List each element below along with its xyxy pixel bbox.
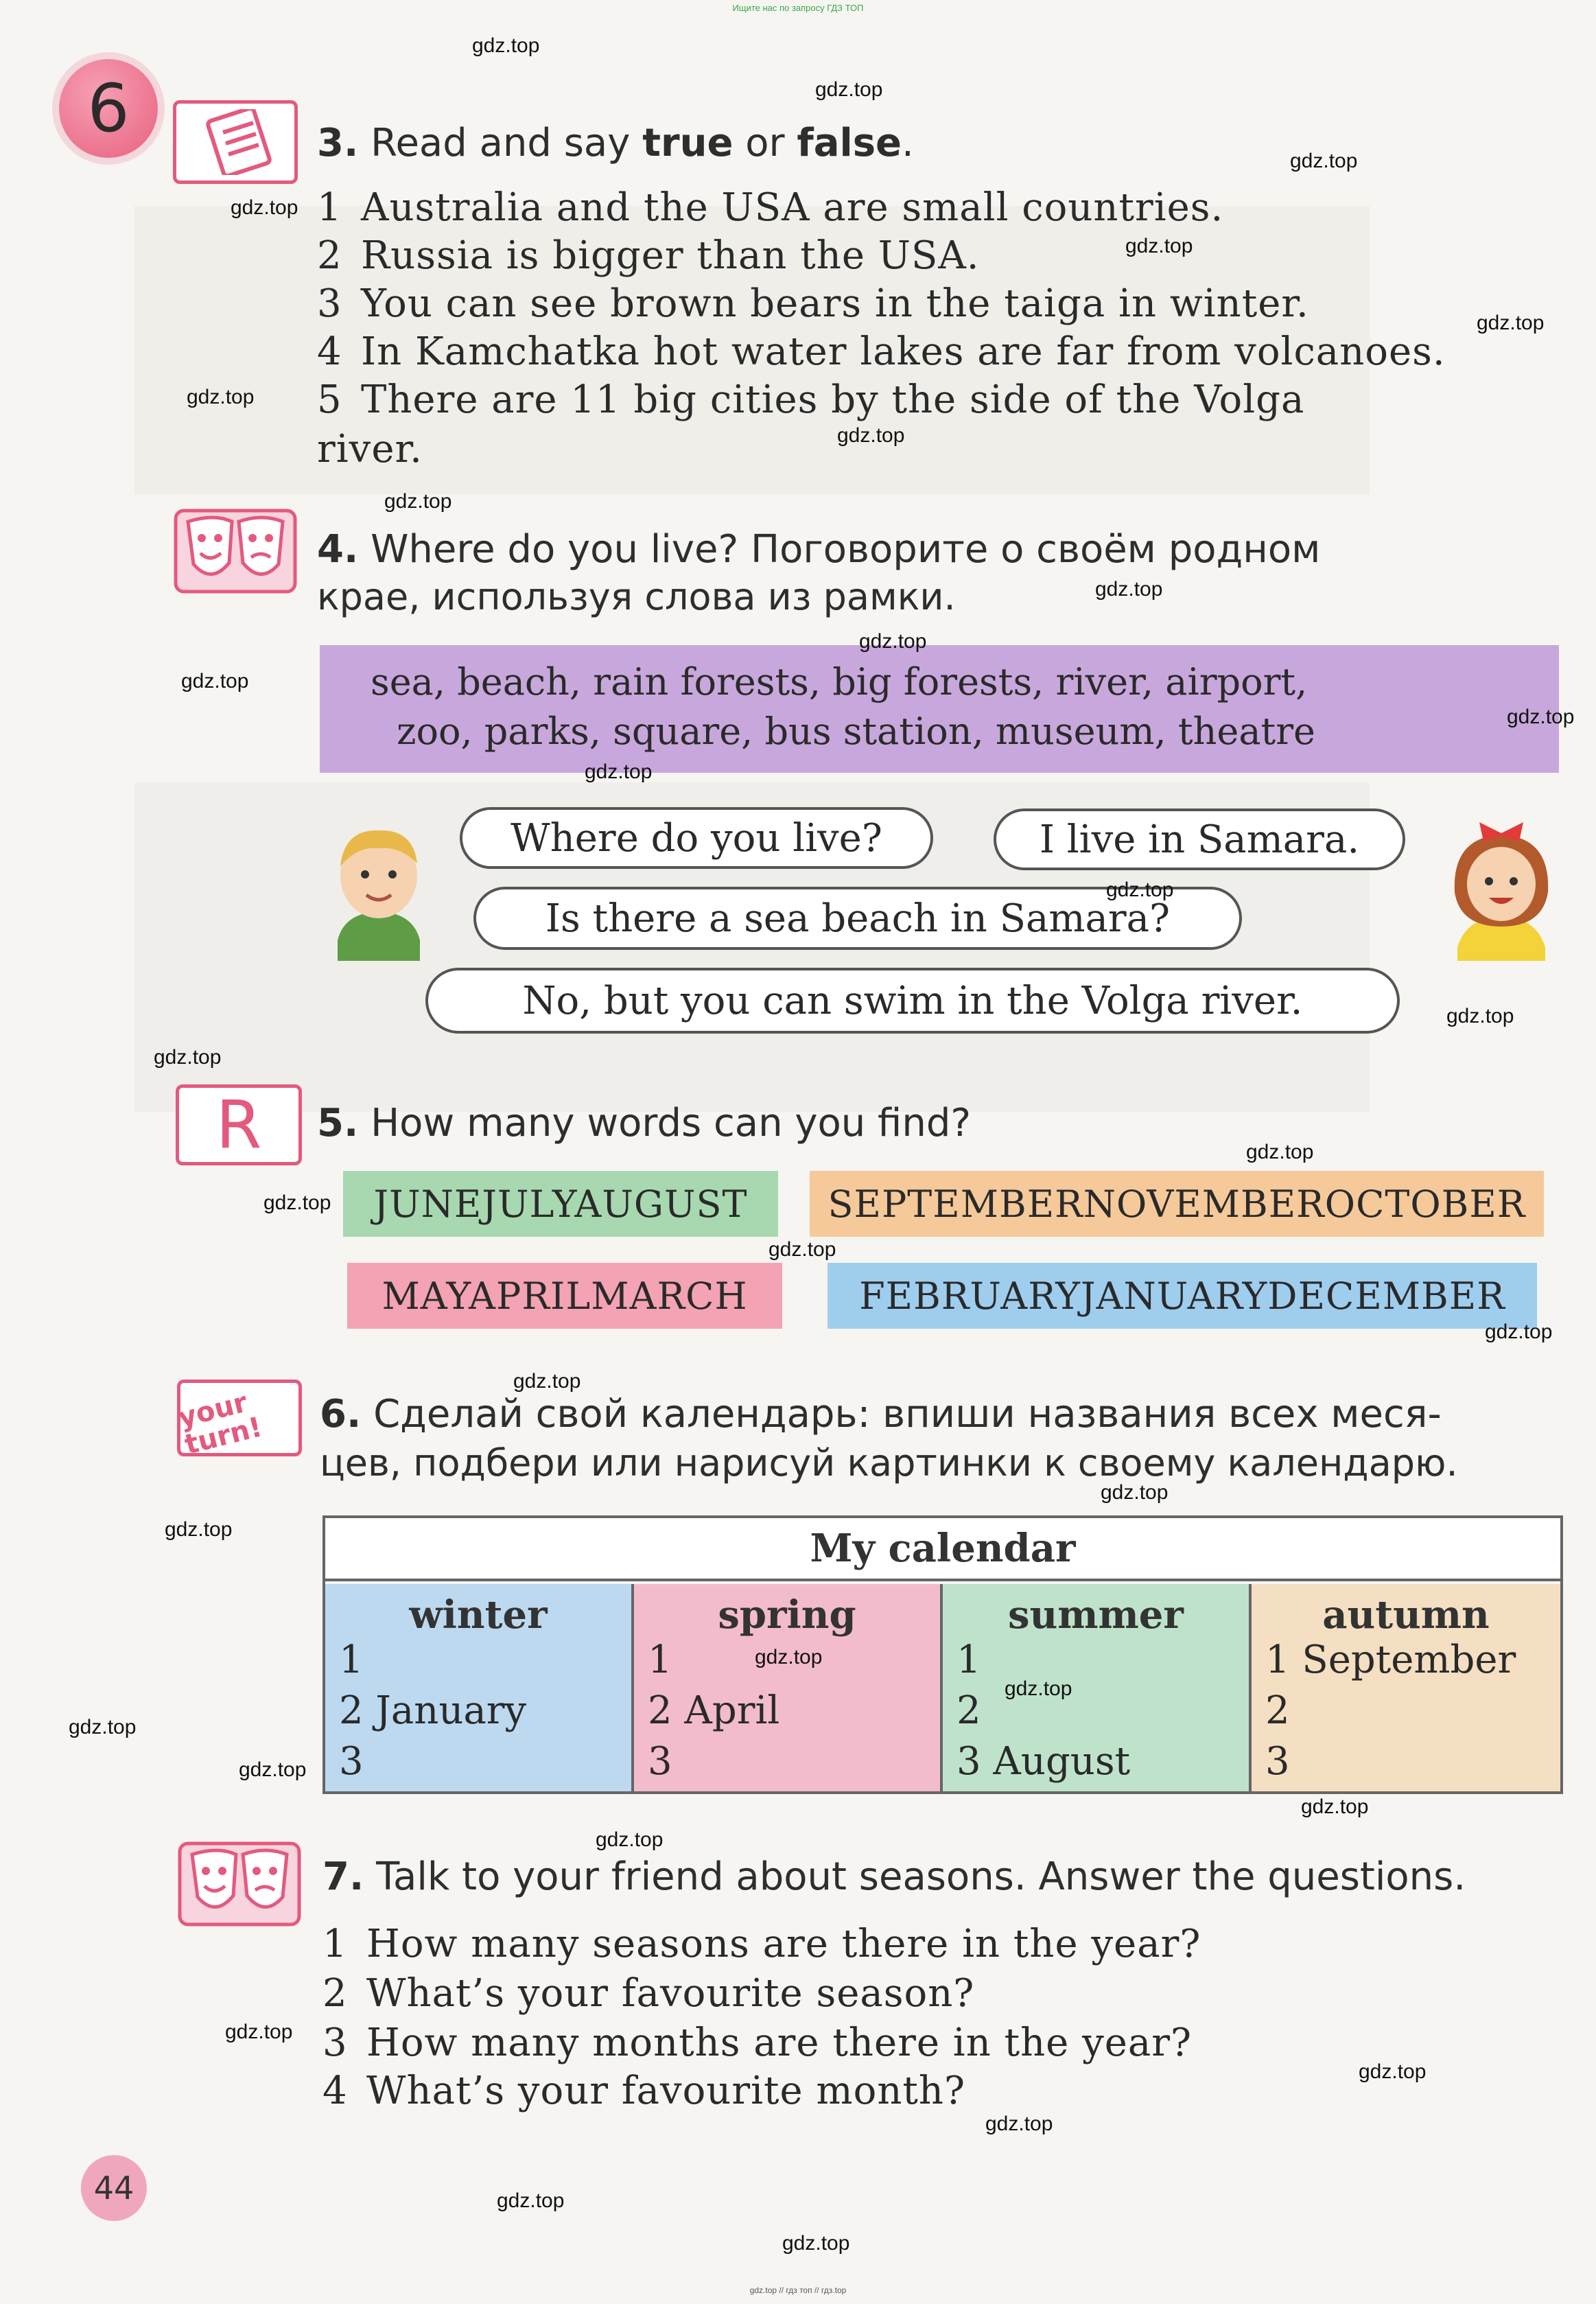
calendar-column-spring bbox=[634, 1584, 943, 1791]
watermark: gdz.top bbox=[1101, 1481, 1169, 1504]
month-row: 2 bbox=[957, 1688, 981, 1733]
task6-title bbox=[320, 1392, 1442, 1436]
word-strip-spring: MAYAPRILMARCH bbox=[347, 1263, 782, 1329]
header-note: Ищите нас по запросу ГДЗ ТОП bbox=[732, 3, 864, 13]
season-name: autumn bbox=[1322, 1592, 1490, 1638]
task3-true-word: true bbox=[642, 121, 734, 165]
unit-number-badge bbox=[59, 59, 158, 158]
watermark: gdz.top bbox=[263, 1191, 331, 1214]
watermark: gdz.top bbox=[1290, 150, 1358, 172]
letter-r-icon: R bbox=[215, 1086, 262, 1163]
read-task-icon bbox=[173, 100, 298, 184]
item-text: Australia and the USA are small countries. bbox=[361, 185, 1224, 230]
watermark: gdz.top bbox=[165, 1518, 233, 1541]
item-text: What’s your favourite season? bbox=[366, 1971, 975, 2016]
notepad-icon bbox=[194, 109, 277, 175]
task7-item bbox=[322, 2021, 1192, 2065]
watermark: gdz.top bbox=[1095, 578, 1163, 601]
task7-title-text: Talk to your friend about seasons. Answer the questions. bbox=[376, 1854, 1466, 1899]
task3-item bbox=[317, 329, 1446, 374]
watermark: gdz.top bbox=[1246, 1141, 1314, 1163]
watermark: gdz.top bbox=[1106, 878, 1174, 901]
watermark: gdz.top bbox=[384, 490, 452, 513]
item-number: 1 bbox=[317, 185, 342, 230]
item-number: 3 bbox=[322, 2021, 348, 2065]
task3-item bbox=[317, 185, 1223, 230]
season-name: summer bbox=[1008, 1592, 1184, 1638]
watermark: gdz.top bbox=[231, 196, 298, 219]
speech-bubble-girl-1: I live in Samara. bbox=[994, 808, 1405, 870]
watermark: gdz.top bbox=[985, 2113, 1053, 2135]
watermark: gdz.top bbox=[69, 1716, 137, 1738]
unit-number: 6 bbox=[87, 70, 130, 147]
item-number: 2 bbox=[317, 233, 342, 278]
word-box-line1: sea, beach, rain forests, big forests, river, airport, bbox=[371, 660, 1308, 703]
task7-item bbox=[322, 1922, 1201, 1966]
watermark: gdz.top bbox=[1507, 706, 1575, 728]
watermark: gdz.top bbox=[1005, 1677, 1072, 1700]
month-row: 2 April bbox=[648, 1688, 780, 1733]
word-strip-winter: FEBRUARYJANUARYDECEMBER bbox=[828, 1263, 1537, 1329]
rules-task-icon bbox=[176, 1084, 302, 1165]
calendar-column-summer bbox=[943, 1584, 1252, 1791]
task3-or-word: or bbox=[745, 121, 785, 165]
your-turn-icon bbox=[175, 1380, 302, 1461]
task6-title-line1: Сделай свой календарь: впиши названия всех меся- bbox=[373, 1392, 1442, 1436]
task4-title bbox=[317, 527, 1320, 572]
task5-number: 5. bbox=[317, 1101, 359, 1145]
watermark: gdz.top bbox=[1301, 1795, 1369, 1818]
speech-bubble-boy-2: Is there a sea beach in Samara? bbox=[473, 887, 1242, 950]
boy-illustration bbox=[317, 810, 441, 961]
task4-title-line1: Where do you live? Поговорите о своём родном bbox=[371, 527, 1321, 572]
speak-task-icon bbox=[173, 508, 298, 594]
watermark: gdz.top bbox=[239, 1758, 307, 1781]
watermark: gdz.top bbox=[815, 78, 883, 101]
task6-number: 6. bbox=[320, 1392, 362, 1436]
watermark: gdz.top bbox=[1485, 1320, 1553, 1343]
month-row: 1 bbox=[957, 1638, 981, 1682]
watermark: gdz.top bbox=[596, 1828, 664, 1851]
watermark: gdz.top bbox=[154, 1046, 222, 1069]
month-row: 3 bbox=[339, 1739, 364, 1784]
task3-item-continuation: river. bbox=[317, 427, 423, 472]
footer-note: gdz.top // гдз топ // гдз.top bbox=[749, 2285, 847, 2295]
watermark: gdz.top bbox=[1477, 312, 1545, 334]
speak-task-icon-2 bbox=[177, 1841, 302, 1927]
theatre-masks-icon bbox=[177, 1841, 302, 1927]
task3-title-text: Read and say bbox=[371, 121, 631, 165]
watermark: gdz.top bbox=[225, 2021, 293, 2043]
speech-bubble-boy-1: Where do you live? bbox=[460, 807, 933, 869]
month-row: 2 January bbox=[339, 1688, 527, 1733]
month-row: 1 bbox=[339, 1638, 364, 1682]
item-text: You can see brown bears in the taiga in winter. bbox=[361, 281, 1309, 326]
task6-title-line2: цев, подбери или нарисуй картинки к своему календарю. bbox=[320, 1441, 1458, 1485]
watermark: gdz.top bbox=[782, 2232, 850, 2255]
task7-item bbox=[322, 2069, 965, 2113]
your-turn-label: your turn! bbox=[175, 1386, 266, 1461]
task3-title bbox=[317, 121, 914, 165]
calendar-column-autumn bbox=[1252, 1584, 1560, 1791]
item-text: How many seasons are there in the year? bbox=[366, 1922, 1201, 1966]
item-number: 2 bbox=[322, 1971, 348, 2016]
item-number: 4 bbox=[322, 2069, 348, 2113]
task5-title-text: How many words can you find? bbox=[371, 1101, 972, 1145]
task7-title bbox=[322, 1854, 1466, 1899]
month-row: 3 bbox=[1265, 1739, 1290, 1784]
item-number: 4 bbox=[317, 329, 342, 374]
month-row: 3 bbox=[648, 1739, 672, 1784]
word-strip-autumn: SEPTEMBERNOVEMBEROCTOBER bbox=[810, 1171, 1544, 1237]
watermark: gdz.top bbox=[755, 1646, 823, 1668]
season-name: winter bbox=[409, 1592, 548, 1638]
watermark: gdz.top bbox=[497, 2189, 565, 2212]
calendar-column-winter bbox=[325, 1584, 634, 1791]
item-text: Russia is bigger than the USA. bbox=[361, 233, 980, 278]
my-calendar-table bbox=[322, 1515, 1563, 1794]
theatre-masks-icon bbox=[173, 508, 298, 594]
task5-title bbox=[317, 1101, 971, 1145]
watermark: gdz.top bbox=[585, 760, 653, 783]
month-row: 3 August bbox=[957, 1739, 1131, 1784]
item-text: In Kamchatka hot water lakes are far from volcanoes. bbox=[361, 329, 1446, 374]
task7-item bbox=[322, 1971, 974, 2016]
task3-item bbox=[317, 281, 1309, 326]
task3-item bbox=[317, 377, 1304, 422]
month-row: 2 bbox=[1265, 1688, 1290, 1733]
task3-period: . bbox=[902, 121, 914, 165]
task3-number: 3. bbox=[317, 121, 359, 165]
item-number: 3 bbox=[317, 281, 342, 326]
watermark: gdz.top bbox=[187, 386, 255, 408]
word-strip-summer: JUNEJULYAUGUST bbox=[343, 1171, 778, 1237]
word-box-line2: zoo, parks, square, bus station, museum, theatre bbox=[397, 710, 1315, 753]
item-text: How many months are there in the year? bbox=[366, 2021, 1193, 2065]
season-name: spring bbox=[718, 1592, 856, 1638]
task4-number: 4. bbox=[317, 527, 359, 572]
page-number: 44 bbox=[81, 2155, 147, 2221]
item-number: 5 bbox=[317, 377, 342, 422]
girl-illustration bbox=[1440, 810, 1563, 961]
task7-number: 7. bbox=[322, 1854, 364, 1899]
watermark: gdz.top bbox=[1446, 1005, 1514, 1027]
watermark: gdz.top bbox=[472, 34, 540, 57]
watermark: gdz.top bbox=[859, 630, 927, 653]
task3-false-word: false bbox=[797, 121, 902, 165]
watermark: gdz.top bbox=[768, 1238, 836, 1261]
watermark: gdz.top bbox=[1125, 235, 1193, 257]
task4-title-line2: крае, используя слова из рамки. bbox=[317, 575, 956, 618]
month-row: 1 bbox=[648, 1638, 672, 1682]
task3-item bbox=[317, 233, 980, 278]
item-text: What’s your favourite month? bbox=[366, 2069, 965, 2113]
speech-bubble-girl-2: No, but you can swim in the Volga river. bbox=[425, 968, 1400, 1034]
watermark: gdz.top bbox=[837, 424, 905, 447]
item-text: There are 11 big cities by the side of the Volga bbox=[361, 377, 1305, 422]
watermark: gdz.top bbox=[513, 1370, 581, 1393]
calendar-title: My calendar bbox=[325, 1518, 1560, 1581]
watermark: gdz.top bbox=[181, 670, 249, 693]
item-number: 1 bbox=[322, 1922, 348, 1966]
watermark: gdz.top bbox=[1359, 2060, 1427, 2083]
month-row: 1 September bbox=[1265, 1638, 1516, 1682]
